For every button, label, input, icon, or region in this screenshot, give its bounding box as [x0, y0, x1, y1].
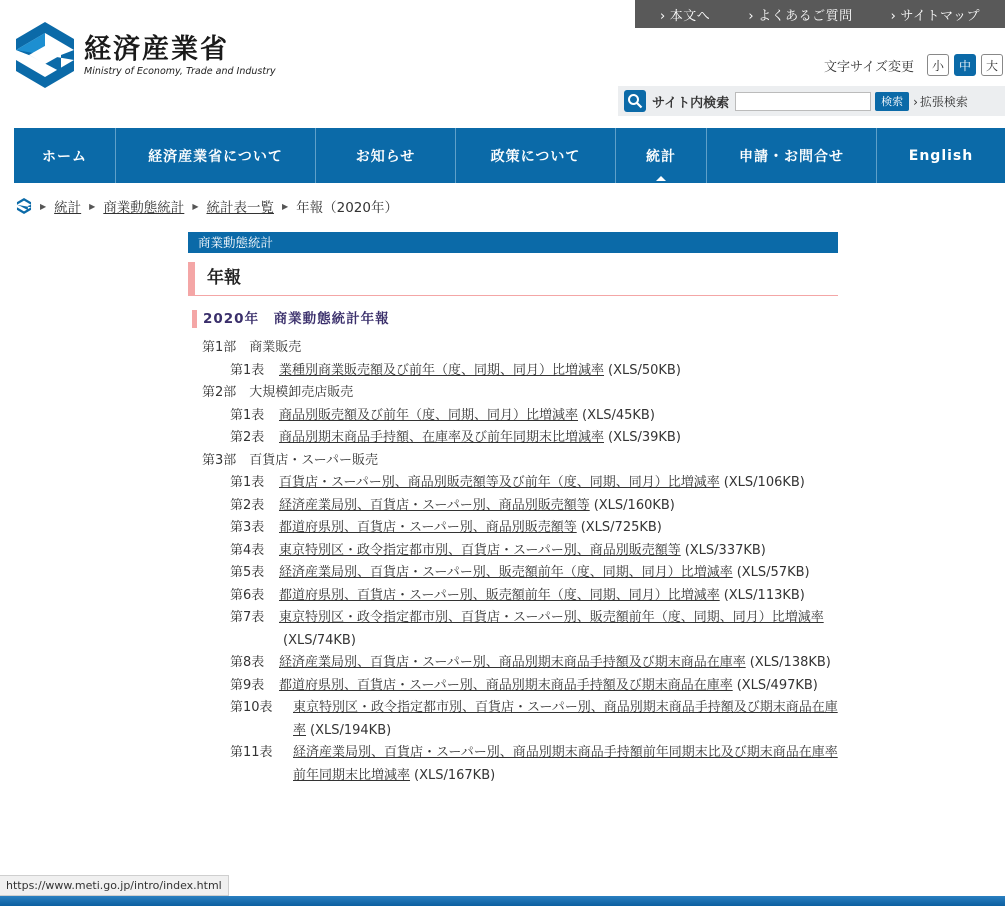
table-number: 第9表 — [230, 677, 265, 693]
meti-logo-icon — [16, 22, 74, 88]
file-size: (XLS/106KB) — [723, 475, 805, 490]
table-download-link[interactable]: 経済産業局別、百貨店・スーパー別、商品別期末商品手持額及び期末商品在庫率 — [279, 655, 746, 670]
table-download-link[interactable]: 業種別商業販売額及び前年（度、同期、同月）比増減率 — [279, 362, 605, 378]
font-size-large-button[interactable]: 大 — [981, 54, 1003, 76]
breadcrumb-commercial-stats[interactable]: 商業動態統計 — [103, 200, 185, 216]
nav-home[interactable]: ホーム — [14, 128, 116, 183]
breadcrumb — [16, 196, 398, 216]
breadcrumb-current: 年報（2020年） — [296, 200, 398, 216]
logo-english-text: Ministry of Economy, Trade and Industry — [84, 65, 276, 77]
part-list — [188, 337, 838, 787]
site-search — [618, 86, 1005, 116]
table-download-link[interactable]: 経済産業局別、百貨店・スーパー別、商品別販売額等 — [279, 497, 590, 513]
table-row — [188, 472, 838, 495]
search-input[interactable] — [735, 92, 871, 111]
skip-to-content-link[interactable]: › 本文へ — [660, 5, 710, 24]
table-row — [188, 427, 838, 450]
nav-statistics[interactable]: 統計 — [616, 128, 707, 183]
breadcrumb-separator-icon: ▶ — [40, 201, 47, 211]
nav-application[interactable]: 申請・お問合せ — [707, 128, 877, 183]
file-size: (XLS/497KB) — [736, 677, 818, 693]
table-download-link[interactable]: 都道府県別、百貨店・スーパー別、販売額前年（度、同期、同月）比増減率 — [279, 587, 720, 603]
page-title: 年報 — [188, 262, 838, 296]
table-row — [188, 517, 838, 540]
part-heading: 第2部 大規模卸売店販売 — [202, 385, 354, 400]
table-number: 第10表 — [230, 700, 273, 715]
file-size: (XLS/194KB) — [310, 722, 392, 738]
font-size-label: 文字サイズ変更 — [824, 59, 914, 75]
table-number: 第6表 — [230, 587, 265, 603]
section-header: 商業動態統計 — [188, 232, 838, 253]
table-download-link[interactable]: 都道府県別、百貨店・スーパー別、商品別販売額等 — [279, 520, 577, 535]
file-size: (XLS/160KB) — [593, 497, 675, 513]
file-size: (XLS/50KB) — [608, 362, 681, 378]
part-heading: 第3部 百貨店・スーパー販売 — [202, 452, 378, 468]
table-number: 第1表 — [230, 362, 265, 378]
file-size: (XLS/39KB) — [608, 430, 681, 445]
table-number: 第1表 — [230, 407, 265, 423]
table-row — [188, 562, 838, 585]
home-icon[interactable] — [16, 198, 32, 214]
table-download-link[interactable]: 東京特別区・政令指定都市別、百貨店・スーパー別、商品別期末商品手持額及び期末商品在庫率 — [293, 700, 838, 738]
sitemap-link[interactable]: › サイトマップ — [891, 5, 980, 24]
table-download-link[interactable]: 百貨店・スーパー別、商品別販売額等及び前年（度、同期、同月）比増減率 — [279, 475, 720, 490]
breadcrumb-separator-icon: ▶ — [89, 201, 96, 211]
table-download-link[interactable]: 東京特別区・政令指定都市別、百貨店・スーパー別、商品別販売額等 — [279, 542, 681, 558]
file-size: (XLS/167KB) — [414, 767, 496, 783]
file-size: (XLS/138KB) — [749, 655, 831, 670]
breadcrumb-statistics[interactable]: 統計 — [54, 200, 82, 216]
search-label: サイト内検索 — [652, 95, 730, 111]
table-number: 第2表 — [230, 497, 265, 513]
breadcrumb-table-list[interactable]: 統計表一覧 — [206, 200, 274, 216]
table-row — [188, 607, 838, 652]
table-number: 第7表 — [230, 610, 265, 625]
table-download-link[interactable]: 都道府県別、百貨店・スーパー別、商品別期末商品手持額及び期末商品在庫率 — [279, 677, 733, 693]
table-number: 第5表 — [230, 565, 265, 580]
breadcrumb-separator-icon: ▶ — [281, 201, 289, 211]
table-number: 第4表 — [230, 542, 265, 558]
table-number: 第2表 — [230, 430, 265, 445]
part-heading: 第1部 商業販売 — [202, 340, 302, 355]
table-download-link[interactable]: 商品別期末商品手持額、在庫率及び前年同期末比増減率 — [279, 430, 605, 445]
table-number: 第11表 — [230, 745, 273, 760]
breadcrumb-separator-icon: ▶ — [192, 201, 199, 211]
file-size: (XLS/74KB) — [283, 632, 356, 648]
table-download-link[interactable]: 経済産業局別、百貨店・スーパー別、商品別期末商品手持額前年同期末比及び期末商品在庫率前年同期末比増減率 — [293, 745, 838, 783]
table-row — [188, 675, 838, 698]
file-size: (XLS/57KB) — [736, 565, 810, 580]
file-size: (XLS/337KB) — [684, 542, 766, 558]
font-size-medium-button[interactable]: 中 — [954, 54, 976, 76]
table-row — [188, 585, 838, 608]
file-size: (XLS/725KB) — [580, 520, 662, 535]
font-size-changer — [824, 54, 1003, 76]
table-download-link[interactable]: 商品別販売額及び前年（度、同期、同月）比増減率 — [279, 407, 579, 423]
browser-status-url: https://www.meti.go.jp/intro/index.html — [0, 875, 229, 896]
global-nav — [14, 128, 1005, 183]
file-size: (XLS/45KB) — [582, 407, 655, 423]
nav-english[interactable]: English — [908, 147, 974, 164]
utility-bar — [635, 0, 1005, 28]
nav-about[interactable]: 経済産業省について — [116, 128, 316, 183]
table-number: 第8表 — [230, 655, 265, 670]
file-size: (XLS/113KB) — [723, 587, 805, 603]
table-row — [188, 495, 838, 518]
table-download-link[interactable]: 経済産業局別、百貨店・スーパー別、販売額前年（度、同期、同月）比増減率 — [279, 565, 733, 580]
faq-link[interactable]: › よくあるご質問 — [748, 5, 852, 24]
logo-japanese-text: 経済産業省 — [84, 33, 229, 65]
sub-title: 2020年 商業動態統計年報 — [192, 310, 838, 328]
table-number: 第1表 — [230, 475, 265, 490]
nav-news[interactable]: お知らせ — [316, 128, 456, 183]
table-row — [188, 405, 838, 428]
table-row — [188, 540, 838, 563]
table-row — [188, 652, 838, 675]
table-row — [188, 697, 838, 742]
table-download-link[interactable]: 東京特別区・政令指定都市別、百貨店・スーパー別、販売額前年（度、同期、同月）比増減率 — [279, 610, 824, 625]
table-number: 第3表 — [230, 520, 265, 535]
table-row — [188, 360, 838, 383]
nav-policy[interactable]: 政策について — [456, 128, 616, 183]
main-content — [188, 232, 838, 787]
taskbar-strip — [0, 896, 1005, 906]
search-button[interactable]: 検索 — [875, 92, 909, 111]
font-size-small-button[interactable]: 小 — [927, 54, 949, 76]
table-row — [188, 742, 838, 787]
advanced-search-link[interactable]: › 拡張検索 — [913, 93, 968, 110]
site-logo[interactable] — [16, 22, 276, 88]
search-icon — [624, 90, 646, 112]
